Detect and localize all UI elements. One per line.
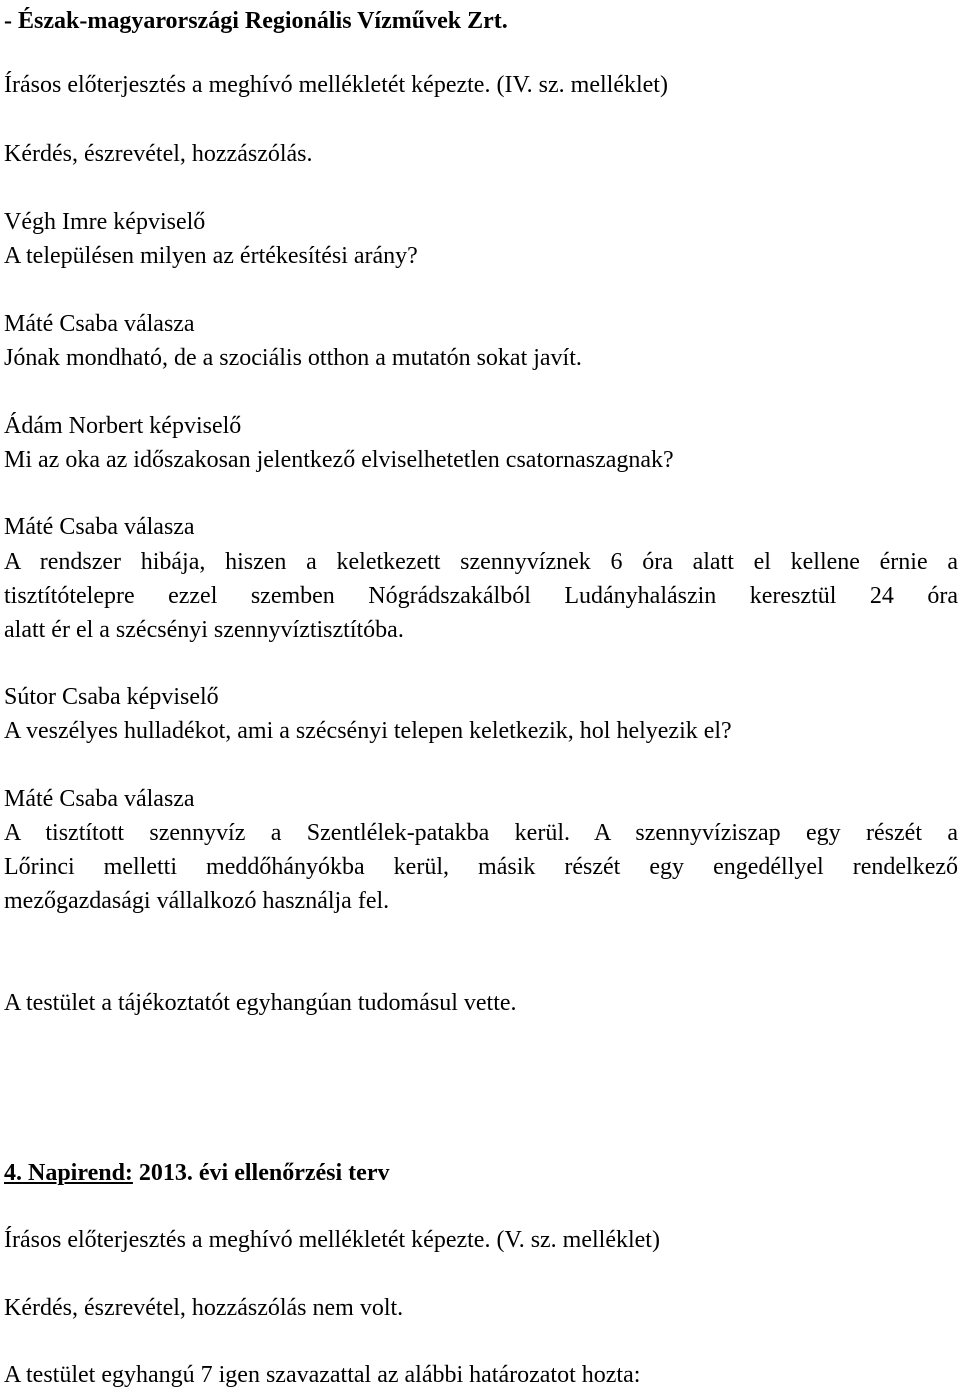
answer-mate-csaba-2-line-3: alatt ér el a szécsényi szennyvíztisztítóba. (4, 617, 404, 643)
speaker-mate-csaba-2: Máté Csaba válasza (4, 514, 195, 540)
answer-mate-csaba-1: Jónak mondható, de a szociális otthon a mutatón sokat javít. (4, 345, 582, 371)
agenda-title: 2013. évi ellenőrzési terv (132, 1160, 390, 1186)
question-sutor-csaba: A veszélyes hulladékot, ami a szécsényi telepen keletkezik, hol helyezik el? (4, 718, 732, 744)
written-proposal-note-2: Írásos előterjesztés a meghívó mellékletét képezte. (V. sz. melléklet) (4, 1227, 660, 1253)
question-vegh-imre: A településen milyen az értékesítési arány? (4, 243, 418, 269)
agenda-label: 4. Napirend: (4, 1160, 133, 1186)
council-acknowledgement: A testület a tájékoztatót egyhangúan tudomásul vette. (4, 990, 517, 1016)
organization-line: - Észak-magyarországi Regionális Vízművek Zrt. (4, 8, 508, 34)
answer-mate-csaba-3-line-1: A tisztított szennyvíz a Szentlélek-patakba kerül. A szennyvíziszap egy részét a (4, 820, 958, 846)
answer-mate-csaba-3-line-3: mezőgazdasági vállalkozó használja fel. (4, 888, 390, 914)
questions-heading: Kérdés, észrevétel, hozzászólás. (4, 141, 313, 167)
speaker-mate-csaba-3: Máté Csaba válasza (4, 786, 195, 812)
written-proposal-note: Írásos előterjesztés a meghívó mellékletét képezte. (IV. sz. melléklet) (4, 72, 668, 98)
speaker-sutor-csaba: Sútor Csaba képviselő (4, 684, 219, 710)
answer-mate-csaba-3-line-2: Lőrinci melletti meddőhányókba kerül, másik részét egy engedéllyel rendelkező (4, 854, 958, 880)
agenda-heading (4, 1156, 958, 1190)
questions-none-note: Kérdés, észrevétel, hozzászólás nem volt. (4, 1295, 404, 1321)
speaker-mate-csaba-1: Máté Csaba válasza (4, 311, 195, 337)
answer-mate-csaba-2-line-1: A rendszer hibája, hiszen a keletkezett szennyvíznek 6 óra alatt el kellene érnie a (4, 549, 958, 575)
answer-mate-csaba-2-line-2: tisztítótelepre ezzel szemben Nógrádszakálból Ludányhalászin keresztül 24 óra (4, 583, 958, 609)
council-resolution-intro: A testület egyhangú 7 igen szavazattal az alábbi határozatot hozta: (4, 1362, 641, 1388)
speaker-vegh-imre: Végh Imre képviselő (4, 209, 206, 235)
question-adam-norbert: Mi az oka az időszakosan jelentkező elviselhetetlen csatornaszagnak? (4, 447, 674, 473)
speaker-adam-norbert: Ádám Norbert képviselő (4, 413, 242, 439)
